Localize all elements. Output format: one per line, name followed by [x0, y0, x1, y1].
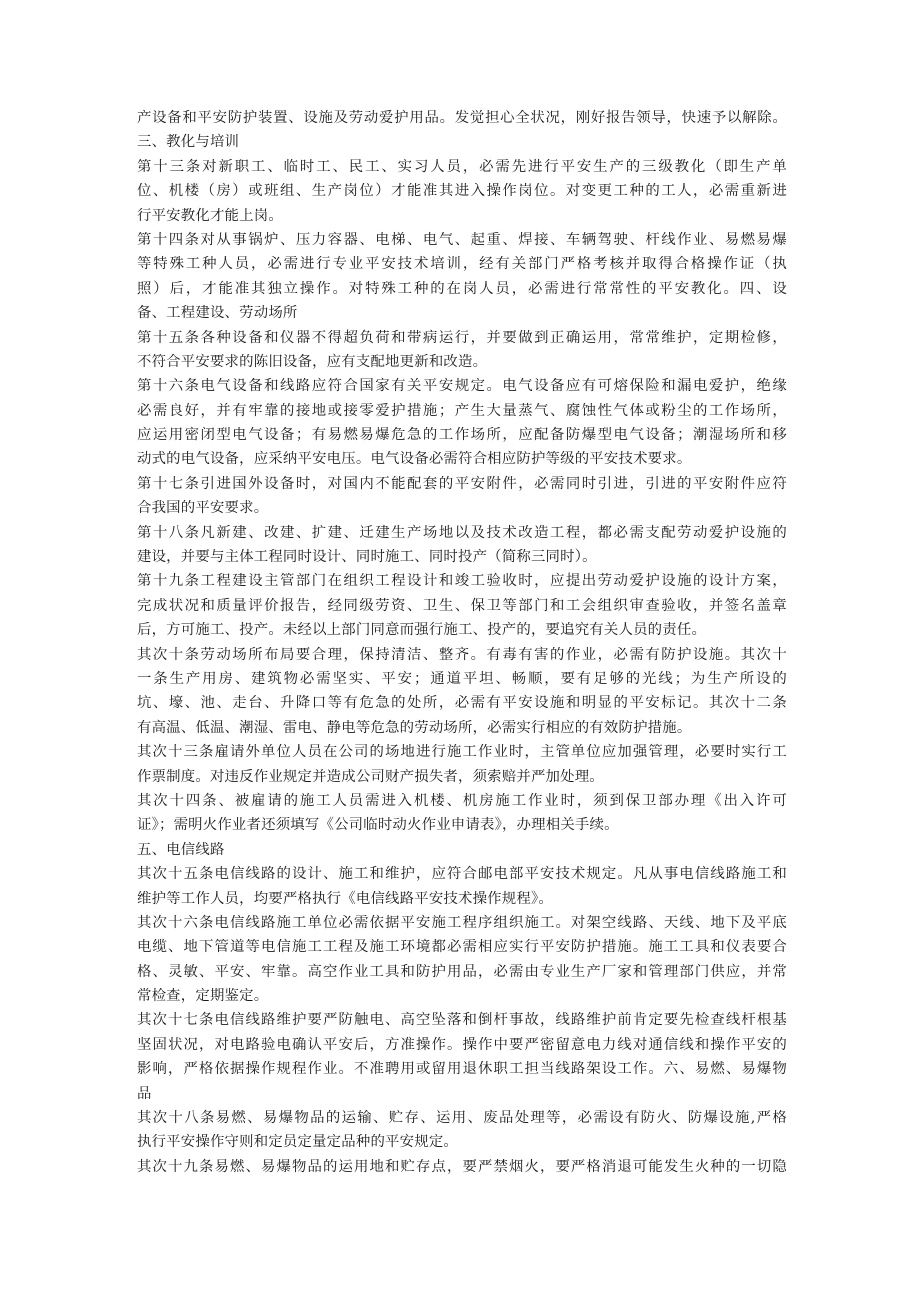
text-line: 有高温、低温、潮湿、雷电、静电等危急的劳动场所，必需实行相应的有效防护措施。 — [137, 719, 692, 736]
text-line: 作票制度。对违反作业规定并造成公司财产损失者，须索赔并严加处理。 — [137, 768, 604, 785]
text-line: 证》；需明火作业者还须填写《公司临时动火作业申请表》，办理相关手续。 — [137, 817, 619, 834]
text-line: 第十七条引进国外设备时，对国内不能配套的平安附件，必需同时引进，引进的平安附件应符 — [137, 475, 787, 492]
text-line: 影响，严格依据操作规程作业。不准聘用或留用退休职工担当线路架设工作。六、易燃、易爆物 — [137, 1061, 787, 1078]
text-line: 第十六条电气设备和线路应符合国家有关平安规定。电气设备应有可熔保险和漏电爱护，绝缘 — [137, 378, 787, 395]
text-line: 必需良好，并有牢靠的接地或接零爱护措施；产生大量蒸气、腐蚀性气体或粉尘的工作场所， — [137, 402, 787, 419]
text-line: 动式的电气设备，应采纳平安电压。电气设备必需符合相应防护等级的平安技术要求。 — [137, 451, 692, 468]
text-line: 电缆、地下管道等电信施工工程及施工环境都必需相应实行平安防护措施。施工工具和仪表要合 — [137, 939, 787, 956]
text-line: 等特殊工种人员，必需进行专业平安技术培训，经有关部门严格考核并取得合格操作证（执 — [137, 256, 787, 273]
text-line: 执行平安操作守则和定员定量定品种的平安规定。 — [137, 1134, 458, 1151]
text-line: 维护等工作人员，均要严格执行《电信线路平安技术操作规程》。 — [137, 890, 553, 907]
text-line: 第十三条对新职工、临时工、民工、实习人员，必需先进行平安生产的三级教化（即生产单 — [137, 158, 787, 175]
text-line: 第十八条凡新建、改建、扩建、迁建生产场地以及技术改造工程，都必需支配劳动爱护设施的 — [137, 524, 787, 541]
text-line: 建设，并要与主体工程同时设计、同时施工、同时投产（简称三同时）。 — [137, 549, 597, 566]
text-line: 照）后，才能准其独立操作。对特殊工种的在岗人员，必需进行常常性的平安教化。四、设 — [137, 280, 787, 297]
text-line: 三、教化与培训 — [137, 134, 240, 151]
document-page — [137, 106, 787, 1179]
text-line: 合我国的平安要求。 — [137, 500, 269, 517]
text-line: 五、电信线路 — [137, 841, 225, 858]
text-line: 产设备和平安防护装置、设施及劳动爱护用品。发觉担心全状况，刚好报告领导，快速予以解除。 — [137, 110, 787, 126]
text-line: 应运用密闭型电气设备；有易燃易爆危急的工作场所，应配备防爆型电气设备；潮湿场所和移 — [137, 427, 787, 444]
text-line: 其次十六条电信线路施工单位必需依据平安施工程序组织施工。对架空线路、天线、地下及平底 — [137, 914, 787, 931]
text-line: 一条生产用房、建筑物必需坚实、平安；通道平坦、畅顺，要有足够的光线；为生产所设的 — [137, 670, 787, 687]
text-line: 其次十四条、被雇请的施工人员需进入机楼、机房施工作业时，须到保卫部办理《出入许可 — [137, 792, 787, 809]
text-line: 位、机楼（房）或班组、生产岗位）才能准其进入操作岗位。对变更工种的工人，必需重新进 — [137, 183, 787, 200]
text-line: 备、工程建设、劳动场所 — [137, 305, 298, 322]
text-line: 其次十八条易燃、易爆物品的运输、贮存、运用、废品处理等，必需设有防火、防爆设施,严格 — [137, 1110, 787, 1127]
text-line: 其次十三条雇请外单位人员在公司的场地进行施工作业时，主管单位应加强管理，必要时实行工 — [137, 744, 787, 761]
text-line: 坑、壕、池、走台、升降口等有危急的处所，必需有平安设施和明显的平安标记。其次十二条 — [137, 695, 787, 712]
text-line: 其次十条劳动场所布局要合理，保持清洁、整齐。有毒有害的作业，必需有防护设施。其次十 — [137, 646, 787, 663]
text-line: 第十九条工程建设主管部门在组织工程设计和竣工验收时，应提出劳动爱护设施的设计方案， — [137, 573, 787, 590]
text-line: 常检查，定期鉴定。 — [137, 988, 269, 1005]
text-line: 其次十七条电信线路维护要严防触电、高空坠落和倒杆事故，线路维护前肯定要先检查线杆根基 — [137, 1012, 787, 1029]
text-line: 其次十五条电信线路的设计、施工和维护，应符合邮电部平安技术规定。凡从事电信线路施工和 — [137, 866, 787, 883]
text-line: 不符合平安要求的陈旧设备，应有支配地更新和改造。 — [137, 353, 488, 370]
text-line: 品 — [137, 1085, 152, 1102]
text-line: 其次十九条易燃、易爆物品的运用地和贮存点，要严禁烟火，要严格消退可能发生火种的一切隐 — [137, 1158, 787, 1175]
text-line: 行平安教化才能上岗。 — [137, 207, 283, 224]
text-line: 格、灵敏、平安、牢靠。高空作业工具和防护用品，必需由专业生产厂家和管理部门供应，并常 — [137, 963, 787, 980]
text-line: 后，方可施工、投产。未经以上部门同意而强行施工、投产的，要追究有关人员的责任。 — [137, 622, 707, 639]
text-line: 完成状况和质量评价报告，经同级劳资、卫生、保卫等部门和工会组织审查验收，并签名盖章 — [137, 597, 787, 614]
text-line: 坚固状况，对电路验电确认平安后，方准操作。操作中要严密留意电力线对通信线和操作平安的 — [137, 1036, 787, 1053]
text-line: 第十四条对从事锅炉、压力容器、电梯、电气、起重、焊接、车辆驾驶、杆线作业、易燃易爆 — [137, 231, 787, 248]
text-line: 第十五条各种设备和仪器不得超负荷和带病运行，并要做到正确运用，常常维护，定期检修， — [137, 329, 787, 346]
